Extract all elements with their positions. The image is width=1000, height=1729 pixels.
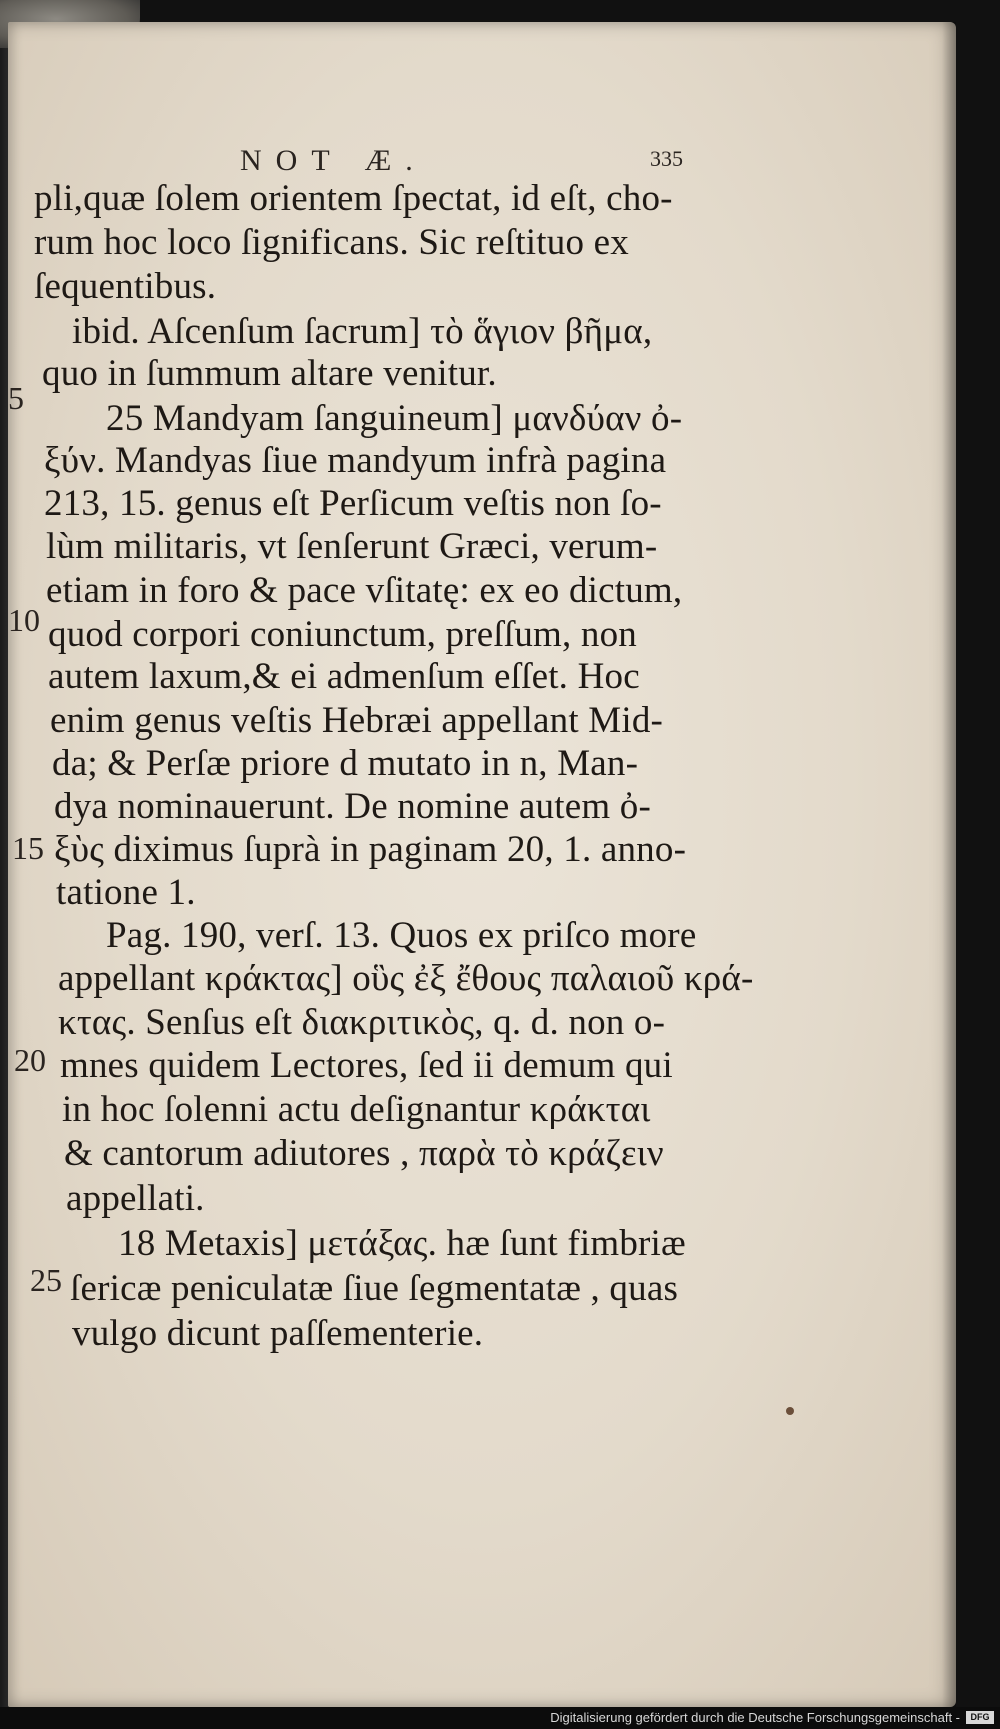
text-line: etiam in foro & pace vſitatę: ex eo dictum, bbox=[46, 570, 683, 611]
text-line: 18 Metaxis] μετάξας. hæ ſunt fimbriæ bbox=[118, 1223, 686, 1264]
text-line: Pag. 190, verſ. 13. Quos ex priſco more bbox=[106, 915, 697, 956]
text-line: autem laxum,& ei admenſum eſſet. Hoc bbox=[48, 656, 640, 697]
text-line: 25 Mandyam ſanguineum] μανδύαν ὀ- bbox=[106, 398, 683, 439]
text-line: lùm militaris, vt ſenſerunt Græci, verum- bbox=[46, 526, 658, 567]
text-line: κτας. Senſus eſt διακριτικὸς, q. d. non o- bbox=[58, 1002, 666, 1043]
ink-spot bbox=[786, 1407, 794, 1415]
line-number: 5 bbox=[8, 380, 24, 416]
line-number: 10 bbox=[8, 602, 40, 638]
line-number: 15 bbox=[12, 830, 44, 866]
text-line: rum hoc loco ſignificans. Sic reſtituo ex bbox=[34, 222, 629, 263]
text-line: vulgo dicunt paſſementerie. bbox=[72, 1313, 484, 1354]
text-line: ſericæ peniculatæ ſiue ſegmentatæ , quas bbox=[70, 1268, 679, 1309]
text-line: appellant κράκτας] οὓς ἐξ ἔθους παλαιοῦ κρά- bbox=[58, 958, 754, 999]
text-line: quo in ſummum altare venitur. bbox=[42, 353, 497, 394]
text-line: da; & Perſæ priore d mutato in n, Man- bbox=[52, 743, 639, 784]
line-number: 20 bbox=[14, 1042, 46, 1078]
text-line: appellati. bbox=[66, 1178, 205, 1219]
text-line: enim genus veſtis Hebræi appellant Mid- bbox=[50, 700, 664, 741]
text-line: tatione 1. bbox=[56, 872, 196, 913]
text-line: 213, 15. genus eſt Perſicum veſtis non ſo- bbox=[44, 483, 662, 524]
footer-credit: Digitalisierung gefördert durch die Deutsche Forschungsgemeinschaft - bbox=[550, 1710, 960, 1725]
text-line: pli,quæ ſolem orientem ſpectat, id eſt, cho- bbox=[34, 178, 673, 219]
text-line: in hoc ſolenni actu deſignantur κράκται bbox=[62, 1089, 651, 1130]
text-line: ſequentibus. bbox=[34, 266, 217, 307]
text-line: ξὺς diximus ſuprà in paginam 20, 1. anno- bbox=[54, 829, 687, 870]
text-line: quod corpori coniunctum, preſſum, non bbox=[48, 614, 638, 655]
text-line: mnes quidem Lectores, ſed ii demum qui bbox=[60, 1045, 673, 1086]
text-line: ξύν. Mandyas ſiue mandyum infrà pagina bbox=[44, 440, 667, 481]
text-line: dya nominauerunt. De nomine autem ὀ- bbox=[54, 786, 651, 827]
line-number: 25 bbox=[30, 1262, 62, 1298]
running-title: NOT Æ. bbox=[240, 144, 427, 177]
digitization-footer bbox=[0, 1707, 1000, 1729]
page-edge-shadow bbox=[942, 22, 956, 1707]
book-page bbox=[8, 22, 956, 1707]
text-line: ibid. Aſcenſum ſacrum] τὸ ἅγιον βῆμα, bbox=[72, 311, 653, 352]
text-line: & cantorum adiutores , παρὰ τὸ κράζειν bbox=[64, 1133, 664, 1174]
page-number: 335 bbox=[650, 146, 683, 171]
dfg-logo: DFG bbox=[966, 1711, 994, 1724]
